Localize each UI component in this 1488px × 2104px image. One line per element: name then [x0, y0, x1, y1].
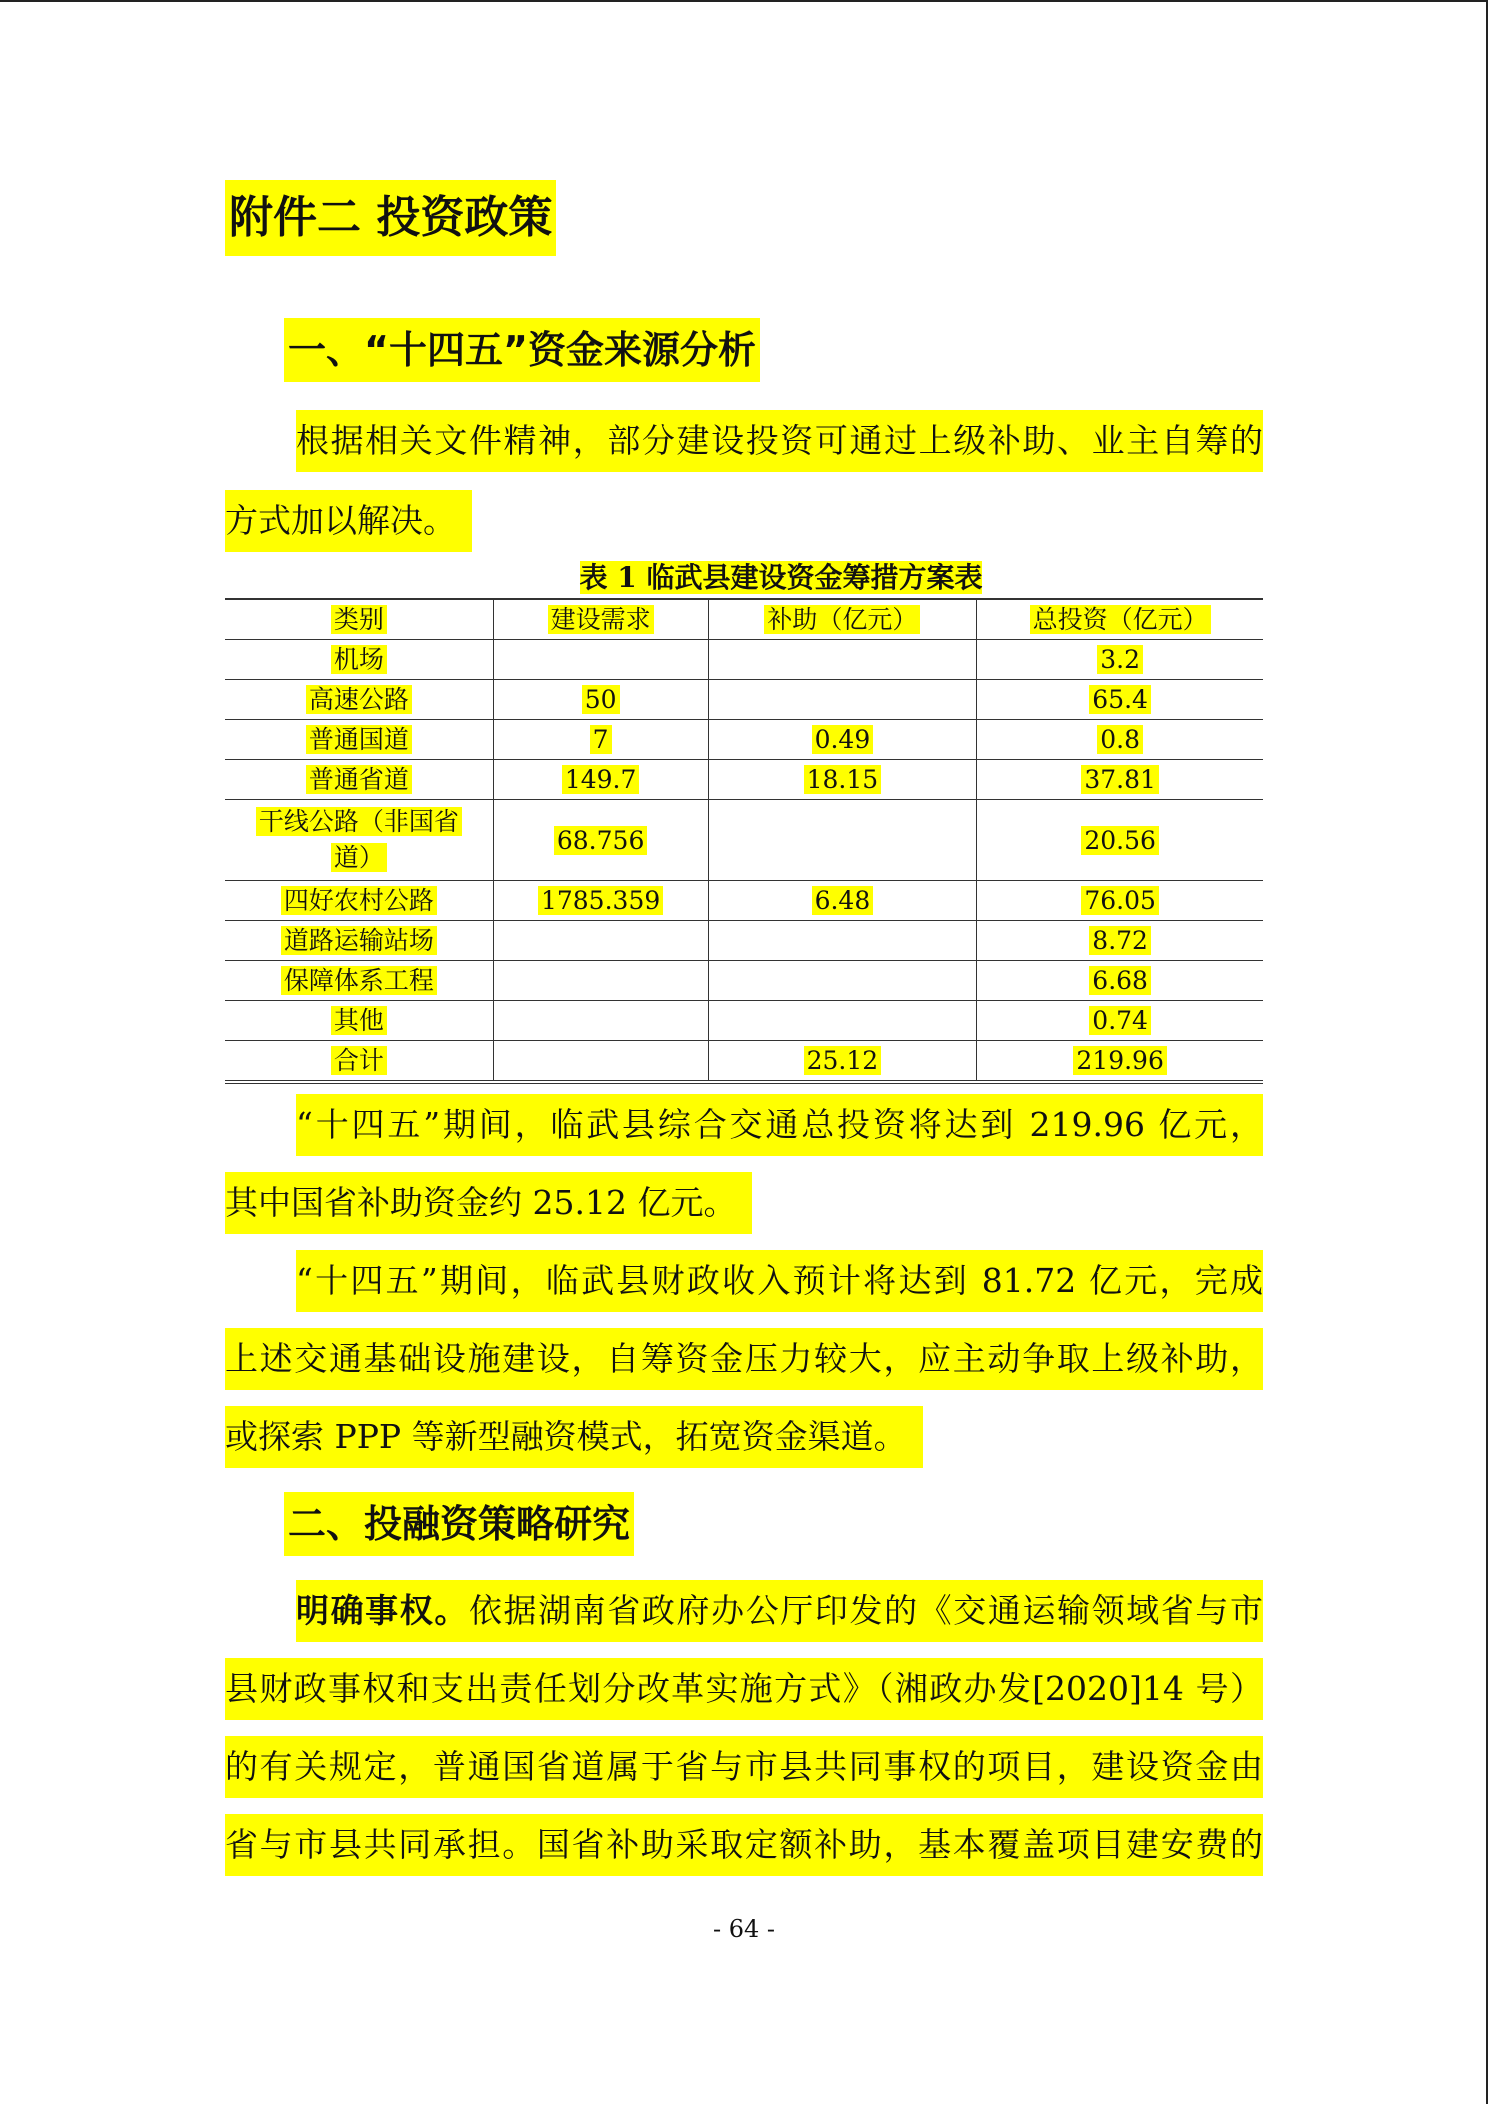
table-cell: 道路运输站场 — [281, 926, 437, 955]
header-cell: 补助（亿元） — [764, 605, 920, 634]
header-cell: 总投资（亿元） — [1030, 605, 1211, 634]
emphasis-lead: 明确事权。 — [296, 1591, 469, 1630]
table-cell: 其他 — [331, 1006, 387, 1035]
paragraph-line: 根据相关文件精神，部分建设投资可通过上级补助、业主自筹的 — [296, 410, 1263, 472]
funding-table — [225, 598, 1263, 1084]
section-heading-1: 一、“十四五”资金来源分析 — [284, 318, 760, 382]
paragraph-line: 省与市县共同承担。国省补助采取定额补助，基本覆盖项目建安费的 — [225, 1814, 1263, 1876]
table-cell: 8.72 — [1089, 926, 1151, 955]
table-cell: 道） — [331, 843, 387, 872]
table-cell: 机场 — [331, 645, 387, 674]
paragraph-line — [296, 1580, 1263, 1642]
table-header-row — [225, 599, 1263, 640]
page-title: 附件二 投资政策 — [225, 180, 556, 256]
table-row — [225, 800, 1263, 881]
table-cell: 0.49 — [812, 725, 874, 754]
paragraph-line: “十四五”期间，临武县综合交通总投资将达到 219.96 亿元， — [296, 1094, 1263, 1156]
table-row — [225, 760, 1263, 800]
table-cell: 1785.359 — [538, 886, 663, 915]
table-cell: 普通省道 — [306, 765, 412, 794]
table-cell: 保障体系工程 — [281, 966, 437, 995]
table-cell: 四好农村公路 — [281, 886, 437, 915]
table-row — [225, 680, 1263, 720]
table-cell: 76.05 — [1081, 886, 1159, 915]
table-cell: 0.74 — [1089, 1006, 1151, 1035]
table-cell: 20.56 — [1081, 826, 1159, 855]
table-cell: 219.96 — [1073, 1046, 1166, 1075]
paragraph-line: 或探索 PPP 等新型融资模式，拓宽资金渠道。 — [225, 1406, 923, 1468]
paragraph-line: 的有关规定，普通国省道属于省与市县共同事权的项目，建设资金由 — [225, 1736, 1263, 1798]
page-border — [0, 0, 1488, 2]
table-cell: 干线公路（非国省 — [256, 807, 462, 836]
page-number: - 64 - — [712, 1915, 775, 1943]
table-cell: 0.8 — [1097, 725, 1143, 754]
table-cell: 高速公路 — [306, 685, 412, 714]
table-cell: 149.7 — [562, 765, 640, 794]
table-cell: 6.48 — [812, 886, 874, 915]
paragraph-line: 县财政事权和支出责任划分改革实施方式》（湘政办发[2020]14 号） — [225, 1658, 1263, 1720]
table-cell: 37.81 — [1081, 765, 1159, 794]
table-caption: 表 1 临武县建设资金筹措方案表 — [579, 561, 983, 594]
table-cell: 25.12 — [804, 1046, 882, 1075]
table-cell: 6.68 — [1089, 966, 1151, 995]
table-cell: 18.15 — [804, 765, 882, 794]
table-total-row — [225, 1041, 1263, 1083]
table-cell: 68.756 — [554, 826, 647, 855]
table-cell: 50 — [582, 685, 620, 714]
table-cell: 7 — [590, 725, 612, 754]
table-row — [225, 1001, 1263, 1041]
table-cell: 65.4 — [1089, 685, 1151, 714]
table-row — [225, 921, 1263, 961]
header-cell: 建设需求 — [548, 605, 654, 634]
header-cell: 类别 — [331, 605, 387, 634]
paragraph-line: 上述交通基础设施建设，自筹资金压力较大，应主动争取上级补助， — [225, 1328, 1263, 1390]
table-row — [225, 720, 1263, 760]
paragraph-line: 方式加以解决。 — [225, 490, 472, 552]
table-cell: 普通国道 — [306, 725, 412, 754]
paragraph-line: “十四五”期间，临武县财政收入预计将达到 81.72 亿元，完成 — [296, 1250, 1263, 1312]
table-cell: 合计 — [331, 1046, 387, 1075]
paragraph-text: 依据湖南省政府办公厅印发的《交通运输领域省与市 — [468, 1591, 1264, 1630]
section-heading-2: 二、投融资策略研究 — [284, 1492, 634, 1556]
table-row — [225, 640, 1263, 680]
paragraph-line: 其中国省补助资金约 25.12 亿元。 — [225, 1172, 752, 1234]
table-row — [225, 881, 1263, 921]
table-cell: 3.2 — [1097, 645, 1143, 674]
table-row — [225, 961, 1263, 1001]
